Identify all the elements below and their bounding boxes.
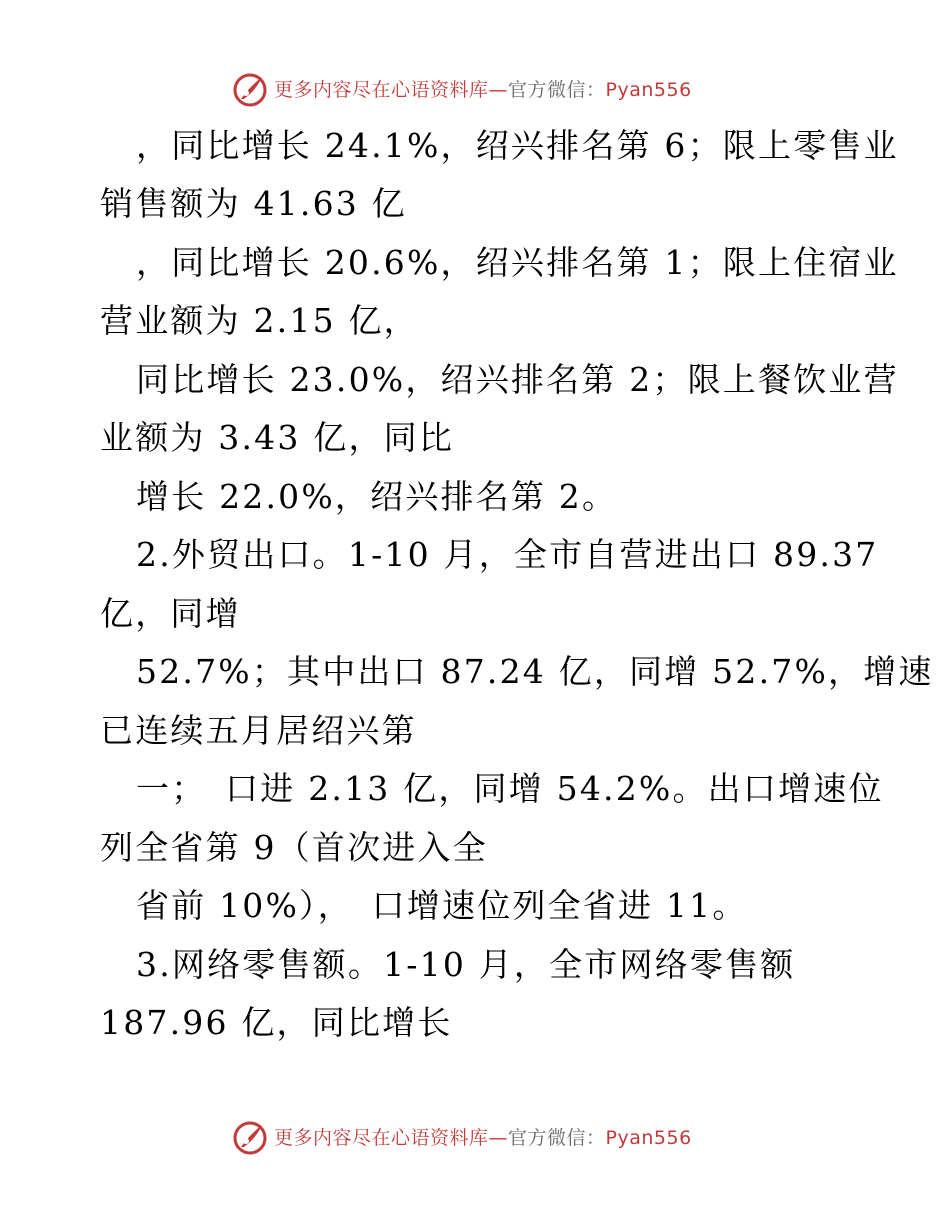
body-line: 营业额为 2.15 亿， (100, 301, 419, 340)
watermark-site-text: 更多内容尽在心语资料库 (274, 79, 489, 101)
footer-watermark-banner (0, 1120, 950, 1160)
watermark-wechat-label: 官方微信： (508, 79, 606, 101)
body-line: 同比增长 23.0%，绍兴排名第 2；限上餐饮业营 (136, 360, 899, 399)
body-line: 列全省第 9（首次进入全 (100, 828, 488, 867)
watermark-dash: — (488, 79, 509, 101)
body-line: 销售额为 41.63 亿 (100, 184, 407, 223)
body-line: ，同比增长 24.1%，绍兴排名第 6；限上零售业 (136, 126, 899, 165)
body-line: 省前 10%）， 口增速位列全省进 11。 (136, 886, 748, 925)
watermark-text (274, 1126, 692, 1150)
quill-logo-icon (232, 1120, 268, 1156)
body-line: 一； 口进 2.13 亿，同增 54.2%。出口增速位 (136, 769, 884, 808)
body-line: ，同比增长 20.6%，绍兴排名第 1；限上住宿业 (136, 243, 899, 282)
body-line: 业额为 3.43 亿，同比 (100, 418, 455, 457)
body-line: 增长 22.0%，绍兴排名第 2。 (136, 477, 618, 516)
body-line: 187.96 亿，同比增长 (100, 1003, 453, 1042)
body-line: 亿，同增 (100, 594, 241, 633)
watermark-site-text: 更多内容尽在心语资料库 (274, 1127, 489, 1149)
body-line: 2.外贸出口。1-10 月，全市自营进出口 89.37 (136, 535, 879, 574)
body-line: 已连续五月居绍兴第 (100, 711, 417, 750)
body-line: 52.7%；其中出口 87.24 亿，同增 52.7%，增速 (136, 652, 934, 691)
watermark-wechat-id: Pyan556 (605, 79, 692, 101)
watermark-dash: — (488, 1127, 509, 1149)
body-line: 3.网络零售额。1-10 月，全市网络零售额 (136, 945, 796, 984)
watermark-wechat-id: Pyan556 (605, 1127, 692, 1149)
watermark-wechat-label: 官方微信： (508, 1127, 606, 1149)
